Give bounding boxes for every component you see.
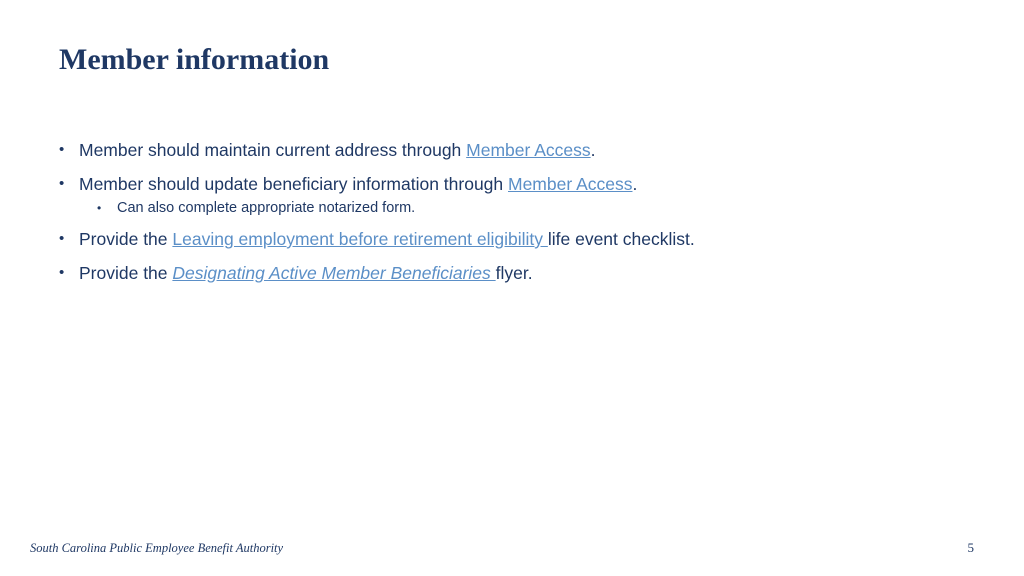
bullet-item bbox=[57, 226, 977, 252]
beneficiaries-flyer-link[interactable]: Designating Active Member Beneficiaries bbox=[172, 263, 496, 283]
footer-organization: South Carolina Public Employee Benefit Authority bbox=[30, 541, 284, 555]
bullet-text: life event checklist. bbox=[547, 229, 695, 249]
bullet-text: . bbox=[590, 140, 596, 160]
bullet-item bbox=[57, 260, 977, 286]
slide-title: Member information bbox=[59, 43, 330, 76]
bullet-item bbox=[57, 171, 977, 197]
bullet-text: . bbox=[632, 174, 638, 194]
bullet-text: Can also complete appropriate notarized form. bbox=[117, 200, 416, 216]
bullet-list bbox=[57, 137, 977, 294]
bullet-text: Member should update beneficiary information through bbox=[79, 174, 508, 194]
bullet-item bbox=[57, 137, 977, 163]
sub-bullet-item bbox=[95, 198, 977, 218]
bullet-text: Member should maintain current address through bbox=[79, 140, 467, 160]
page-number: 5 bbox=[967, 540, 974, 555]
life-event-checklist-link[interactable]: Leaving employment before retirement eligibility bbox=[172, 229, 548, 249]
member-access-link[interactable]: Member Access bbox=[508, 174, 633, 194]
bullet-text: Provide the bbox=[79, 263, 173, 283]
bullet-text: Provide the bbox=[79, 229, 173, 249]
bullet-text: flyer. bbox=[495, 263, 533, 283]
member-access-link[interactable]: Member Access bbox=[466, 140, 591, 160]
